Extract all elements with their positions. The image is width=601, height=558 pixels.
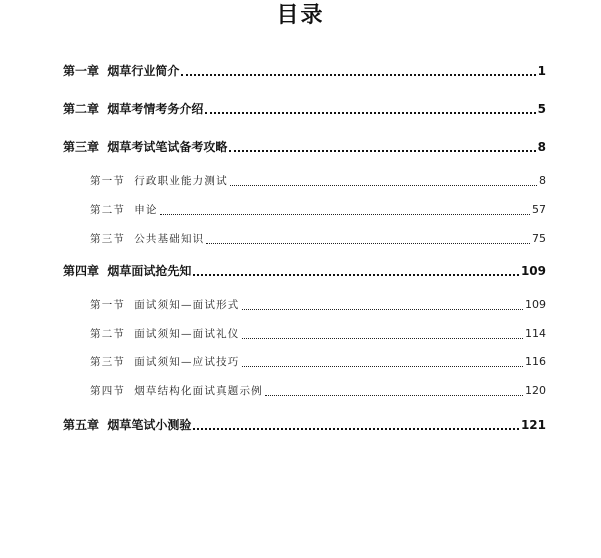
toc-entry-number: 第三节: [90, 356, 126, 368]
toc-entry-title: 面试须知—应试技巧: [134, 356, 240, 368]
toc-section-3-1[interactable]: [90, 173, 546, 189]
toc-entry-number: 第一节: [90, 175, 126, 187]
dot-leader: [242, 309, 524, 310]
document-title: 目录: [276, 3, 325, 28]
toc-section-4-2[interactable]: [90, 326, 546, 342]
toc-entry-label: [63, 63, 179, 79]
toc-page-number: 114: [525, 327, 546, 340]
dot-leader: [193, 274, 519, 276]
dot-leader: [242, 366, 524, 367]
toc-page-number: 57: [532, 203, 546, 216]
toc-entry-label: [90, 354, 240, 370]
toc-section-4-3[interactable]: [90, 354, 546, 370]
toc-section-3-2[interactable]: [90, 202, 546, 218]
toc-entry-label: [90, 326, 240, 342]
toc-entry-label: [63, 139, 227, 155]
toc-page-number: 116: [525, 355, 546, 368]
toc-page-number: 5: [537, 102, 546, 116]
dot-leader: [181, 74, 535, 76]
toc-entry-title: 烟草考试笔试备考攻略: [107, 140, 228, 154]
dot-leader: [230, 185, 537, 186]
dot-leader: [229, 150, 535, 152]
toc-chapter-5[interactable]: [63, 417, 546, 433]
toc-entry-title: 烟草结构化面试真题示例: [134, 385, 263, 397]
toc-page-number: 75: [532, 232, 546, 245]
toc-entry-number: 第二节: [90, 328, 126, 340]
toc-chapter-1[interactable]: [63, 63, 546, 79]
toc-entry-number: 第四节: [90, 385, 126, 397]
toc-chapter-2[interactable]: [63, 101, 546, 117]
toc-entry-label: [90, 297, 240, 313]
dot-leader: [242, 338, 524, 339]
toc-entry-title: 行政职业能力测试: [134, 175, 228, 187]
toc-entry-title: 申论: [134, 204, 158, 216]
toc-chapter-4[interactable]: [63, 263, 546, 279]
toc-section-4-4[interactable]: [90, 383, 546, 399]
toc-chapter-3[interactable]: [63, 139, 546, 155]
toc-entry-label: [90, 231, 204, 247]
toc-entry-number: 第三章: [63, 140, 100, 154]
toc-entry-title: 面试须知—面试礼仪: [134, 328, 240, 340]
toc-entry-title: 烟草笔试小测验: [107, 418, 192, 432]
dot-leader: [206, 243, 530, 244]
toc-entry-title: 烟草行业简介: [107, 64, 180, 78]
toc-page-number: 8: [537, 140, 546, 154]
toc-entry-label: [90, 383, 263, 399]
toc-entry-label: [90, 173, 228, 189]
toc-entry-label: [90, 202, 158, 218]
dot-leader: [160, 214, 530, 215]
toc-entry-number: 第三节: [90, 233, 126, 245]
dot-leader: [205, 112, 535, 114]
toc-entry-title: 面试须知—面试形式: [134, 299, 240, 311]
dot-leader: [265, 395, 523, 396]
toc-entry-title: 烟草面试抢先知: [107, 264, 192, 278]
dot-leader: [193, 428, 519, 430]
toc-entry-title: 公共基础知识: [134, 233, 205, 245]
toc-entry-number: 第一节: [90, 299, 126, 311]
toc-entry-label: [63, 417, 191, 433]
toc-page-number: 120: [525, 384, 546, 397]
toc-page-number: 121: [520, 418, 546, 432]
toc-page-number: 1: [537, 64, 546, 78]
toc-section-3-3[interactable]: [90, 231, 546, 247]
toc-entry-label: [63, 263, 191, 279]
toc-entry-number: 第二节: [90, 204, 126, 216]
toc-page-number: 8: [539, 174, 546, 187]
toc-page-number: 109: [525, 298, 546, 311]
toc-page-number: 109: [520, 264, 546, 278]
toc-entry-label: [63, 101, 203, 117]
toc-entry-number: 第二章: [63, 102, 100, 116]
toc-entry-number: 第五章: [63, 418, 100, 432]
toc-entry-title: 烟草考情考务介绍: [107, 102, 204, 116]
toc-section-4-1[interactable]: [90, 297, 546, 313]
toc-entry-number: 第四章: [63, 264, 100, 278]
toc-entry-number: 第一章: [63, 64, 100, 78]
